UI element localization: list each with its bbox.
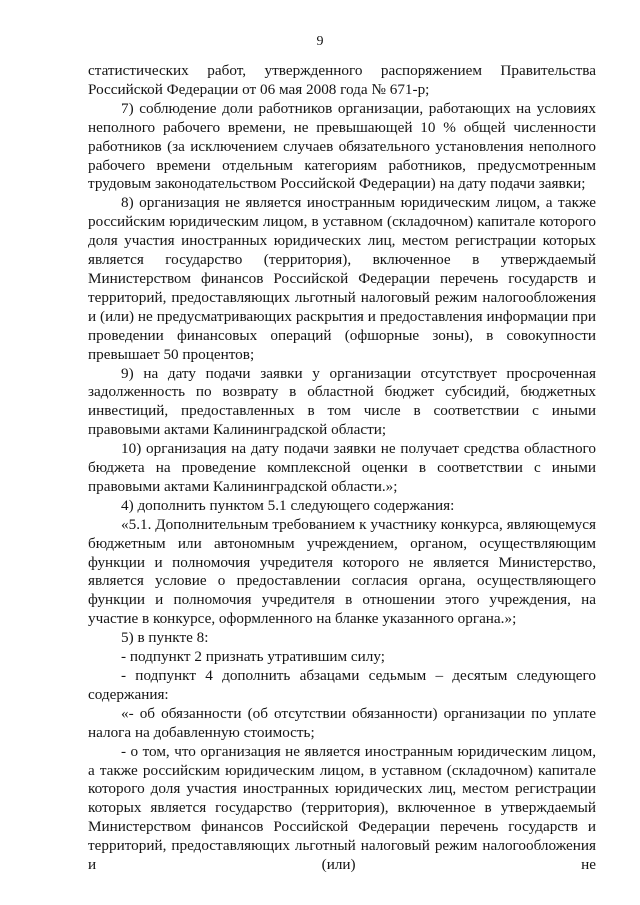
paragraph: 8) организация не является иностранным юридическим лицом, а также российским юридическим лицом, в уставном (складочном) капитале которого доля участия иностранных юридических лиц, местом регистрации которых является государство (территория), включенное в утверждаемый Министерством финансов Российской Федерации перечень государств и территорий, предоставляющих льготный налоговый режим налогообложения и (или) не предусматривающих раскрытия и предоставления информации при проведении финансовых операций (офшорные зоны), в совокупности превышает 50 процентов; (88, 194, 596, 363)
paragraph: 10) организация на дату подачи заявки не получает средства областного бюджета на проведение комплексной оценки в соответствии с иными правовыми актами Калининградской области.»; (88, 440, 596, 495)
paragraph: - подпункт 2 признать утратившим силу; (121, 648, 385, 666)
page-number: 9 (316, 34, 324, 49)
paragraph: 5) в пункте 8: (121, 629, 209, 647)
paragraph: 7) соблюдение доли работников организации, работающих на условиях неполного рабочего времени, не превышающей 10 % общей численности работников (за исключением случаев обязательного установления неполного рабочего времени отдельным категориям работников, предусмотренным трудовым законодательством Российской Федерации) на дату подачи заявки; (88, 99, 596, 193)
paragraph: «- об обязанности (об отсутствии обязанности) организации по уплате налога на добавленную стоимость; (88, 704, 596, 741)
document-body (88, 62, 596, 875)
paragraph: - подпункт 4 дополнить абзацами седьмым – десятым следующего содержания: (88, 667, 596, 703)
paragraph: - о том, что организация не является иностранным юридическим лицом, а также российским юридическим лицом, в уставном (складочном) капитале которого доля участия иностранных юридических лиц, местом регистрации которых является государство (территория), включенное в утверждаемый Министерством финансов Российской Федерации перечень государств и территорий, предоставляющих льготный налоговый режим налогообложения и (или) не (88, 742, 596, 874)
paragraph: 9) на дату подачи заявки у организации отсутствует просроченная задолженность по возврату в областной бюджет субсидий, бюджетных инвестиций, предоставленных в том числе в соответствии с иными правовыми актами Калининградской области; (88, 364, 596, 439)
paragraph: статистических работ, утвержденного распоряжением Правительства Российской Федерации от 06 мая 2008 года № 671-р; (88, 62, 596, 98)
paragraph: «5.1. Дополнительным требованием к участнику конкурса, являющемуся бюджетным или автономным учреждением, органом, осуществляющим функции и полномочия учредителя которого не является Министерство, является условие о предоставлении согласия органа, осуществляющего функции и полномочия учредителя в отношении этого учреждения, на участие в конкурсе, оформленного на бланке указанного органа.»; (88, 515, 596, 628)
paragraph: 4) дополнить пунктом 5.1 следующего содержания: (121, 496, 455, 514)
